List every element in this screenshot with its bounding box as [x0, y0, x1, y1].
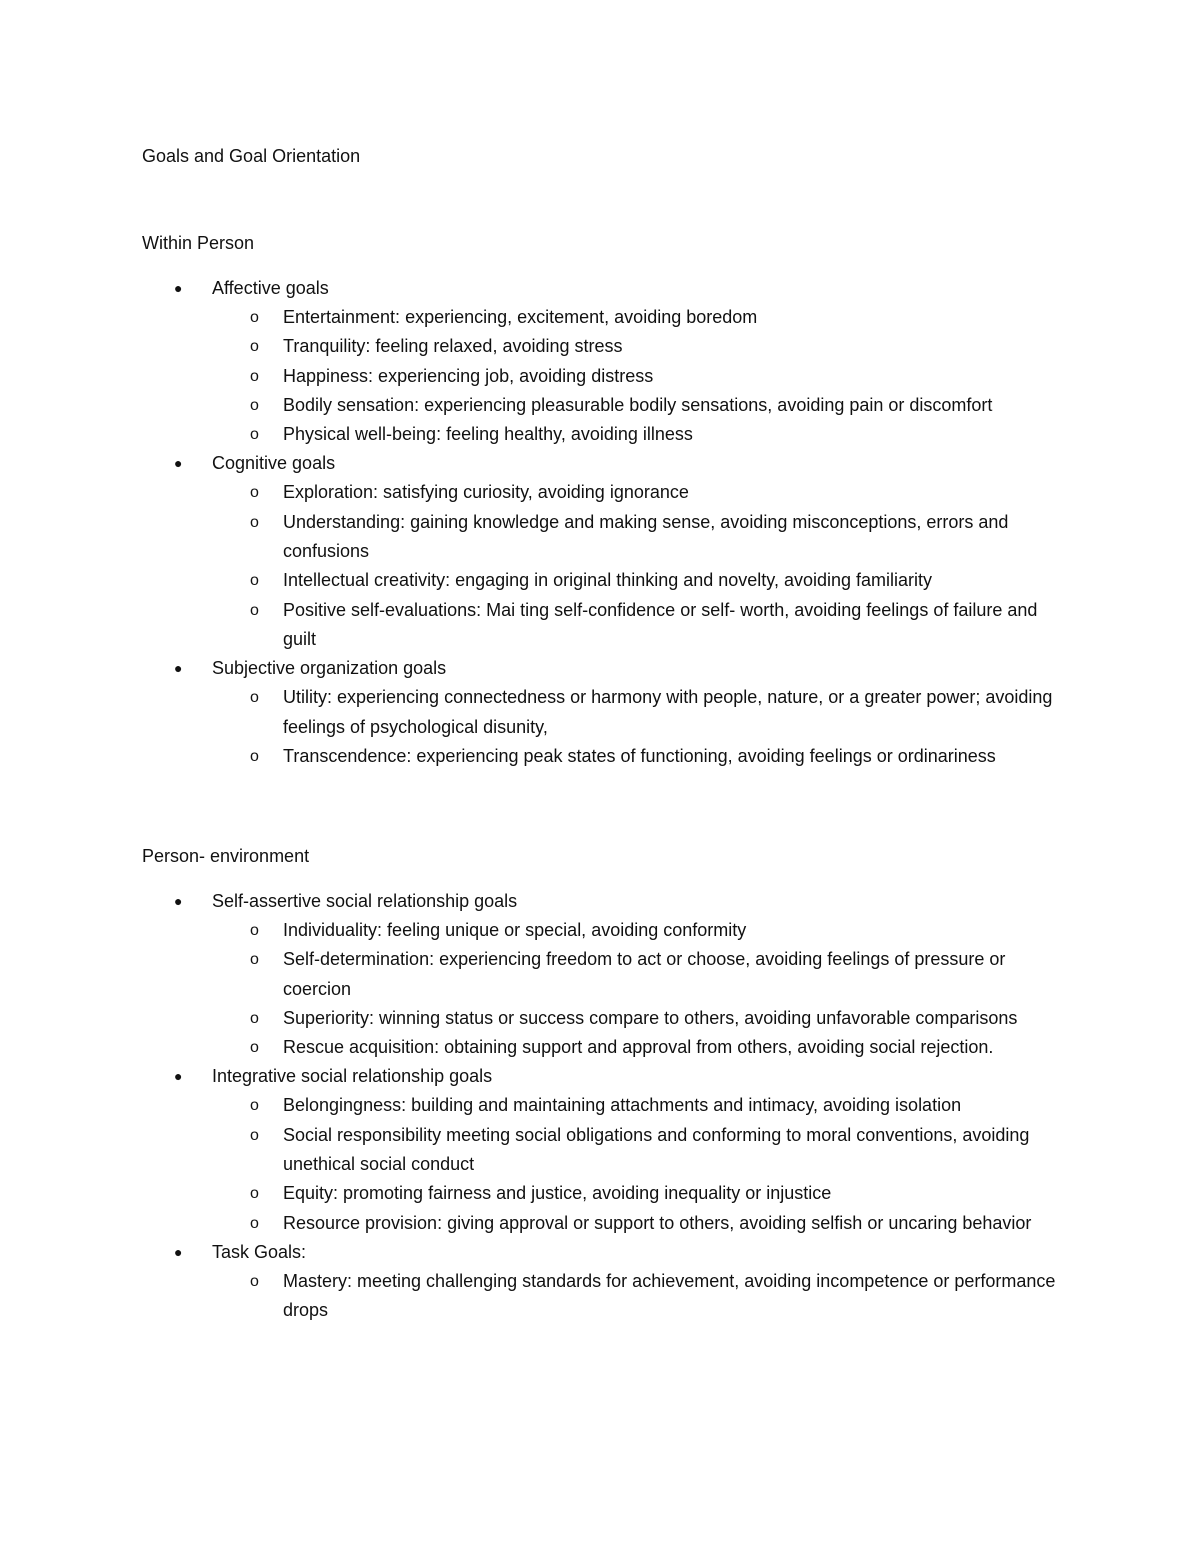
goal-item-text: Mastery: meeting challenging standards for achievement, avoiding incompetence or performance drops — [283, 1270, 1056, 1321]
goal-category-label: Cognitive goals — [212, 453, 336, 474]
goal-category-label: Integrative social relationship goals — [212, 1066, 493, 1087]
circle-bullet-icon: o — [250, 1097, 259, 1115]
goal-item-list — [212, 478, 1200, 654]
goal-item-text: Bodily sensation: experiencing pleasurable bodily sensations, avoiding pain or discomfort — [283, 394, 993, 415]
goal-item — [0, 1267, 1063, 1326]
goal-item-list — [212, 916, 1200, 1062]
goal-item-text: Positive self-evaluations: Mai ting self-confidence or self- worth, avoiding feelings of failure and guilt — [283, 599, 1038, 649]
goal-item-text: Social responsibility meeting social obligations and conforming to moral conventions, avoiding unethical social conduct — [283, 1124, 1030, 1175]
goal-category-list — [0, 274, 1200, 771]
goal-item-text: Belongingness: building and maintaining attachments and intimacy, avoiding isolation — [283, 1095, 962, 1116]
goal-category-label: Subjective organization goals — [212, 658, 447, 679]
section-heading: Within Person — [142, 233, 255, 253]
circle-bullet-icon: o — [250, 1185, 259, 1203]
goal-item-text: Tranquility: feeling relaxed, avoiding stress — [283, 336, 623, 357]
goal-item — [0, 303, 1063, 332]
goal-item-text: Self-determination: experiencing freedom to act or choose, avoiding feelings of pressure or coercion — [283, 949, 1006, 999]
goal-item-text: Physical well-being: feeling healthy, avoiding illness — [283, 424, 693, 445]
goal-category-subjective-organization — [0, 654, 1200, 771]
goal-item — [0, 1209, 1063, 1238]
circle-bullet-icon: o — [250, 367, 259, 385]
bullet-icon: ● — [174, 455, 183, 472]
circle-bullet-icon: o — [250, 1009, 259, 1027]
goal-item-text: Rescue acquisition: obtaining support and approval from others, avoiding social rejection. — [283, 1037, 994, 1058]
goal-item-text: Superiority: winning status or success compare to others, avoiding unfavorable comparisons — [283, 1007, 1018, 1028]
circle-bullet-icon: o — [250, 1214, 259, 1232]
goal-item — [0, 362, 1063, 391]
goal-item-text: Entertainment: experiencing, excitement, avoiding boredom — [283, 307, 758, 327]
circle-bullet-icon: o — [250, 1126, 259, 1144]
circle-bullet-icon: o — [250, 513, 259, 531]
goal-item — [0, 742, 1063, 771]
goal-item — [0, 1091, 1063, 1120]
circle-bullet-icon: o — [250, 309, 259, 326]
circle-bullet-icon: o — [250, 1272, 259, 1290]
goal-item-list — [212, 1091, 1200, 1237]
document-title: Goals and Goal Orientation — [142, 146, 361, 166]
goal-item-list — [212, 1267, 1200, 1326]
goal-category-task — [0, 1238, 1200, 1326]
goal-item — [0, 332, 1063, 361]
goal-item — [0, 420, 1063, 449]
circle-bullet-icon: o — [250, 484, 259, 502]
goal-item-list — [212, 303, 1200, 449]
goal-category-label: Task Goals: — [212, 1241, 307, 1262]
goal-item — [0, 1121, 1063, 1180]
goal-item — [0, 596, 1063, 655]
bullet-icon: ● — [174, 1068, 183, 1085]
circle-bullet-icon: o — [250, 572, 259, 590]
goal-item-text: Exploration: satisfying curiosity, avoiding ignorance — [283, 482, 689, 503]
goal-item-text: Happiness: experiencing job, avoiding distress — [283, 365, 654, 386]
circle-bullet-icon: o — [250, 396, 259, 414]
goal-category-label: Self-assertive social relationship goals — [212, 891, 518, 911]
goal-item — [0, 478, 1063, 507]
goal-item — [0, 916, 1063, 945]
goal-item — [0, 1179, 1063, 1208]
goal-item-list — [212, 683, 1200, 771]
goal-item-text: Transcendence: experiencing peak states of functioning, avoiding feelings or ordinariness — [283, 745, 996, 766]
circle-bullet-icon: o — [250, 922, 259, 939]
goal-category-label: Affective goals — [212, 278, 329, 298]
bullet-icon: ● — [174, 893, 183, 909]
circle-bullet-icon: o — [250, 426, 259, 444]
goal-item-text: Utility: experiencing connectedness or harmony with people, nature, or a greater power; avoiding feelings of psychological disunity, — [283, 687, 1053, 737]
goal-item — [0, 945, 1063, 1004]
goal-item — [0, 566, 1063, 595]
circle-bullet-icon: o — [250, 601, 259, 619]
goal-item-text: Intellectual creativity: engaging in original thinking and novelty, avoiding familiarity — [283, 570, 933, 591]
goal-category-list — [0, 887, 1200, 1326]
goal-category-integrative — [0, 1062, 1200, 1237]
goal-item — [0, 1004, 1063, 1033]
goal-category-self-assertive — [0, 887, 1200, 1062]
bullet-icon: ● — [174, 280, 183, 296]
goal-item-text: Understanding: gaining knowledge and making sense, avoiding misconceptions, errors and confusions — [283, 511, 1009, 562]
section-heading: Person- environment — [142, 846, 310, 866]
bullet-icon: ● — [174, 660, 183, 677]
circle-bullet-icon: o — [250, 747, 259, 765]
goal-item — [0, 683, 1063, 742]
circle-bullet-icon: o — [250, 951, 259, 969]
goal-category-cognitive — [0, 449, 1200, 654]
goal-item-text: Resource provision: giving approval or support to others, avoiding selfish or uncaring behavior — [283, 1212, 1032, 1233]
bullet-icon: ● — [174, 1243, 183, 1260]
goal-item — [0, 1033, 1063, 1062]
goal-item-text: Individuality: feeling unique or special, avoiding conformity — [283, 920, 747, 940]
circle-bullet-icon: o — [250, 689, 259, 707]
goal-item-text: Equity: promoting fairness and justice, avoiding inequality or injustice — [283, 1183, 832, 1204]
circle-bullet-icon: o — [250, 1039, 259, 1057]
goal-item — [0, 508, 1063, 567]
goal-item — [0, 391, 1063, 420]
circle-bullet-icon: o — [250, 338, 259, 356]
goal-category-affective — [0, 274, 1200, 449]
